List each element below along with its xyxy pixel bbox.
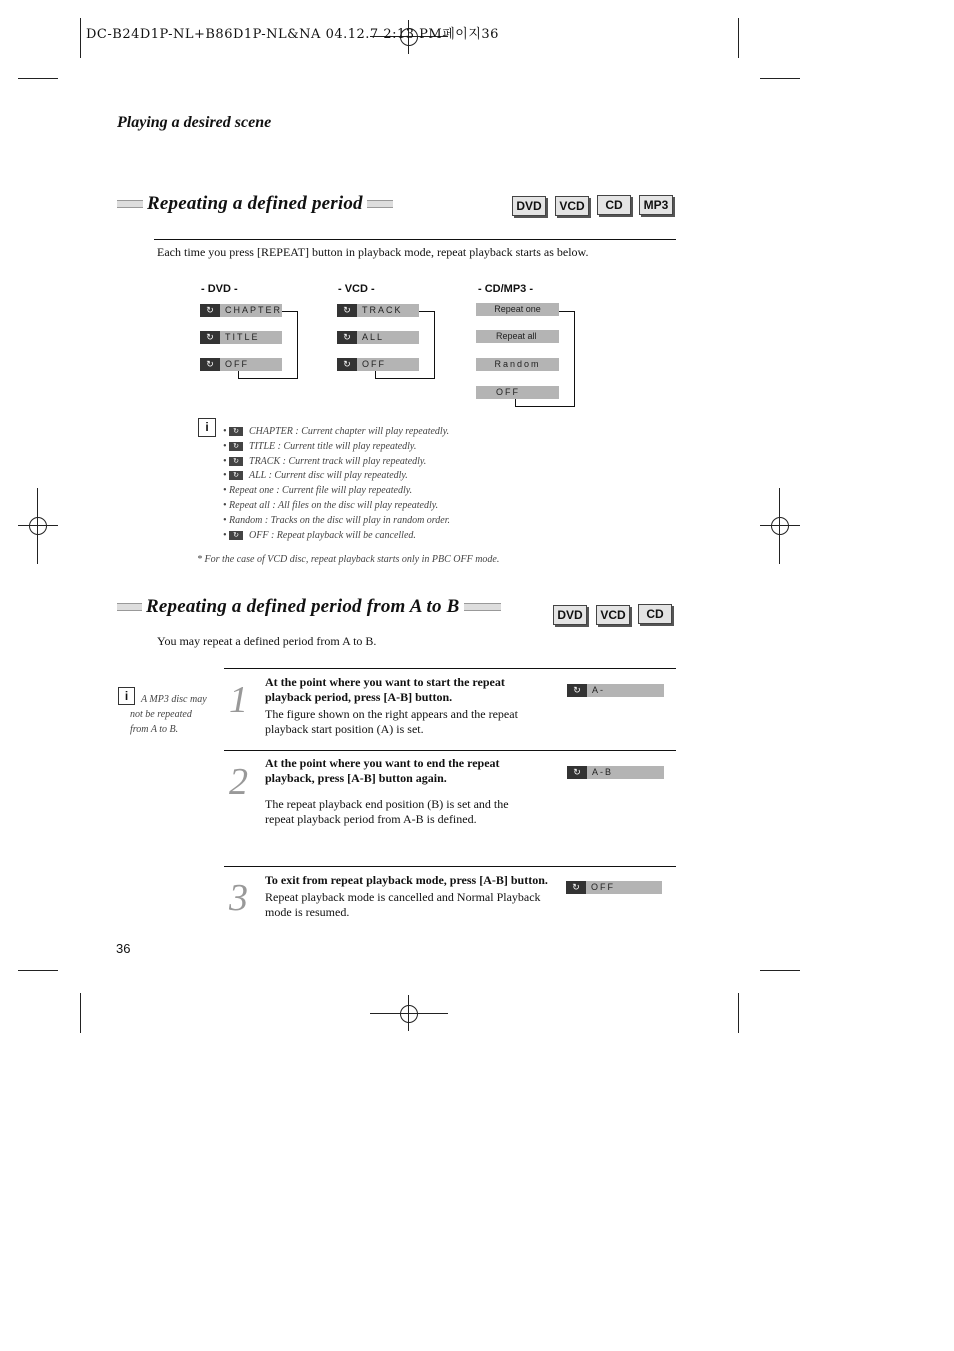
osd-label: CHAPTER <box>225 305 283 315</box>
step-description: The repeat playback end position (B) is set and the repeat playback period from A-B is defined. <box>265 797 509 826</box>
cycle-line <box>297 311 298 378</box>
dvd-label: - DVD - <box>201 283 238 295</box>
ab-intro: You may repeat a defined period from A to B. <box>157 634 377 648</box>
cycle-line <box>375 371 376 379</box>
repeat-icon: ↻ <box>200 331 220 344</box>
footnote: * For the case of VCD disc, repeat playback starts only in PBC OFF mode. <box>197 554 500 565</box>
note-item: • ↻ TRACK : Current track will play repeatedly. <box>223 456 427 467</box>
repeat-icon: ↻ <box>229 531 243 540</box>
osd-all <box>337 331 419 344</box>
osd-track <box>337 304 419 317</box>
step-description: Repeat playback mode is cancelled and Normal Playback mode is resumed. <box>265 890 541 919</box>
osd-label: TRACK <box>362 305 403 315</box>
cycle-line <box>282 311 297 312</box>
repeat-icon: ↻ <box>200 304 220 317</box>
repeat-icon: ↻ <box>229 457 243 466</box>
osd-a: ↻ A- <box>567 684 664 697</box>
osd-label: TITLE <box>225 332 260 342</box>
osd-label: OFF <box>362 359 386 369</box>
repeat-intro: Each time you press [REPEAT] button in playback mode, repeat playback starts as below. <box>157 245 589 259</box>
repeat-icon: ↻ <box>337 358 357 371</box>
osd-off <box>337 358 419 371</box>
repeat-icon: ↻ <box>566 881 586 894</box>
osd-label: OFF <box>225 359 249 369</box>
divider <box>154 239 676 240</box>
note-item: • ↻ ALL : Current disc will play repeatedly. <box>223 470 408 481</box>
note-item: • ↻ TITLE : Current title will play repeatedly. <box>223 441 417 452</box>
note-item: • Repeat one : Current file will play repeatedly. <box>223 485 413 496</box>
step-instruction: To exit from repeat playback mode, press [A-B] button. <box>265 873 548 887</box>
step-number: 3 <box>229 877 248 919</box>
step-number: 2 <box>229 761 248 803</box>
registration-mark-icon <box>400 1005 418 1023</box>
step-divider <box>224 750 676 751</box>
side-note-line: from A to B. <box>130 724 179 735</box>
cycle-line <box>238 371 239 379</box>
cd-badge: CD <box>638 604 672 624</box>
vcd-label: - VCD - <box>338 283 375 295</box>
registration-mark-icon <box>771 517 789 535</box>
osd-repeat-one: Repeat one <box>476 303 559 316</box>
repeat-icon: ↻ <box>337 304 357 317</box>
note-item: • ↻ CHAPTER : Current chapter will play repeatedly. <box>223 426 450 437</box>
note-icon: i <box>118 687 135 705</box>
crop-mark <box>738 18 739 58</box>
repeat-icon: ↻ <box>229 442 243 451</box>
crop-mark <box>18 78 58 79</box>
cdmp3-label: - CD/MP3 - <box>478 283 533 295</box>
step-instruction: At the point where you want to start the repeat playback period, press [A-B] button. <box>265 675 505 704</box>
crop-mark <box>80 18 81 58</box>
print-header: DC-B24D1P-NL+B86D1P-NL&NA 04.12.7 2:13 PM페이지36 <box>86 27 499 42</box>
registration-line <box>760 525 800 526</box>
note-item: • Repeat all : All files on the disc will play repeatedly. <box>223 500 439 511</box>
note-icon: i <box>198 418 216 437</box>
cycle-line <box>238 378 298 379</box>
section-title-ab: Repeating a defined period from A to B <box>142 596 464 618</box>
registration-line <box>779 488 780 564</box>
cd-badge: CD <box>597 195 631 215</box>
osd-off <box>200 358 282 371</box>
registration-line <box>408 995 409 1031</box>
dvd-badge: DVD <box>553 605 587 625</box>
page-number: 36 <box>116 941 131 956</box>
section-title-repeat: Repeating a defined period <box>143 193 367 215</box>
osd-off: OFF <box>476 386 559 399</box>
osd-off: ↻ OFF <box>566 881 662 894</box>
crop-mark <box>760 78 800 79</box>
osd-random: Random <box>476 358 559 371</box>
repeat-icon: ↻ <box>200 358 220 371</box>
crop-mark <box>80 993 81 1033</box>
osd-chapter <box>200 304 282 317</box>
crop-mark <box>18 970 58 971</box>
osd-repeat-all: Repeat all <box>476 330 559 343</box>
repeat-icon: ↻ <box>229 471 243 480</box>
crop-mark <box>760 970 800 971</box>
registration-line <box>18 525 58 526</box>
osd-label: ALL <box>362 332 385 342</box>
vcd-badge: VCD <box>555 196 589 216</box>
section-heading: Playing a desired scene <box>117 114 272 131</box>
note-item: • Random : Tracks on the disc will play in random order. <box>223 515 451 526</box>
vcd-badge: VCD <box>596 605 630 625</box>
cycle-line <box>515 399 516 407</box>
crop-mark <box>738 993 739 1033</box>
step-instruction: At the point where you want to end the repeat playback, press [A-B] button again. <box>265 756 500 785</box>
side-note-line: A MP3 disc may <box>141 694 207 705</box>
step-divider <box>224 668 676 669</box>
cycle-line <box>574 311 575 406</box>
side-note-line: not be repeated <box>130 709 192 720</box>
repeat-icon: ↻ <box>567 684 587 697</box>
mp3-badge: MP3 <box>639 195 673 215</box>
cycle-line <box>515 406 575 407</box>
cycle-line <box>559 311 574 312</box>
cycle-line <box>375 378 435 379</box>
note-item: • ↻ OFF : Repeat playback will be cancelled. <box>223 530 416 541</box>
registration-mark-icon <box>29 517 47 535</box>
step-description: The figure shown on the right appears and the repeat playback start position (A) is set. <box>265 707 518 736</box>
dvd-badge: DVD <box>512 196 546 216</box>
cycle-line <box>419 311 434 312</box>
step-divider <box>224 866 676 867</box>
cycle-line <box>434 311 435 378</box>
repeat-icon: ↻ <box>567 766 587 779</box>
repeat-icon: ↻ <box>337 331 357 344</box>
step-number: 1 <box>229 679 248 721</box>
registration-line <box>37 488 38 564</box>
repeat-icon: ↻ <box>229 427 243 436</box>
osd-ab: ↻ A-B <box>567 766 664 779</box>
registration-line <box>370 1013 448 1014</box>
osd-title <box>200 331 282 344</box>
